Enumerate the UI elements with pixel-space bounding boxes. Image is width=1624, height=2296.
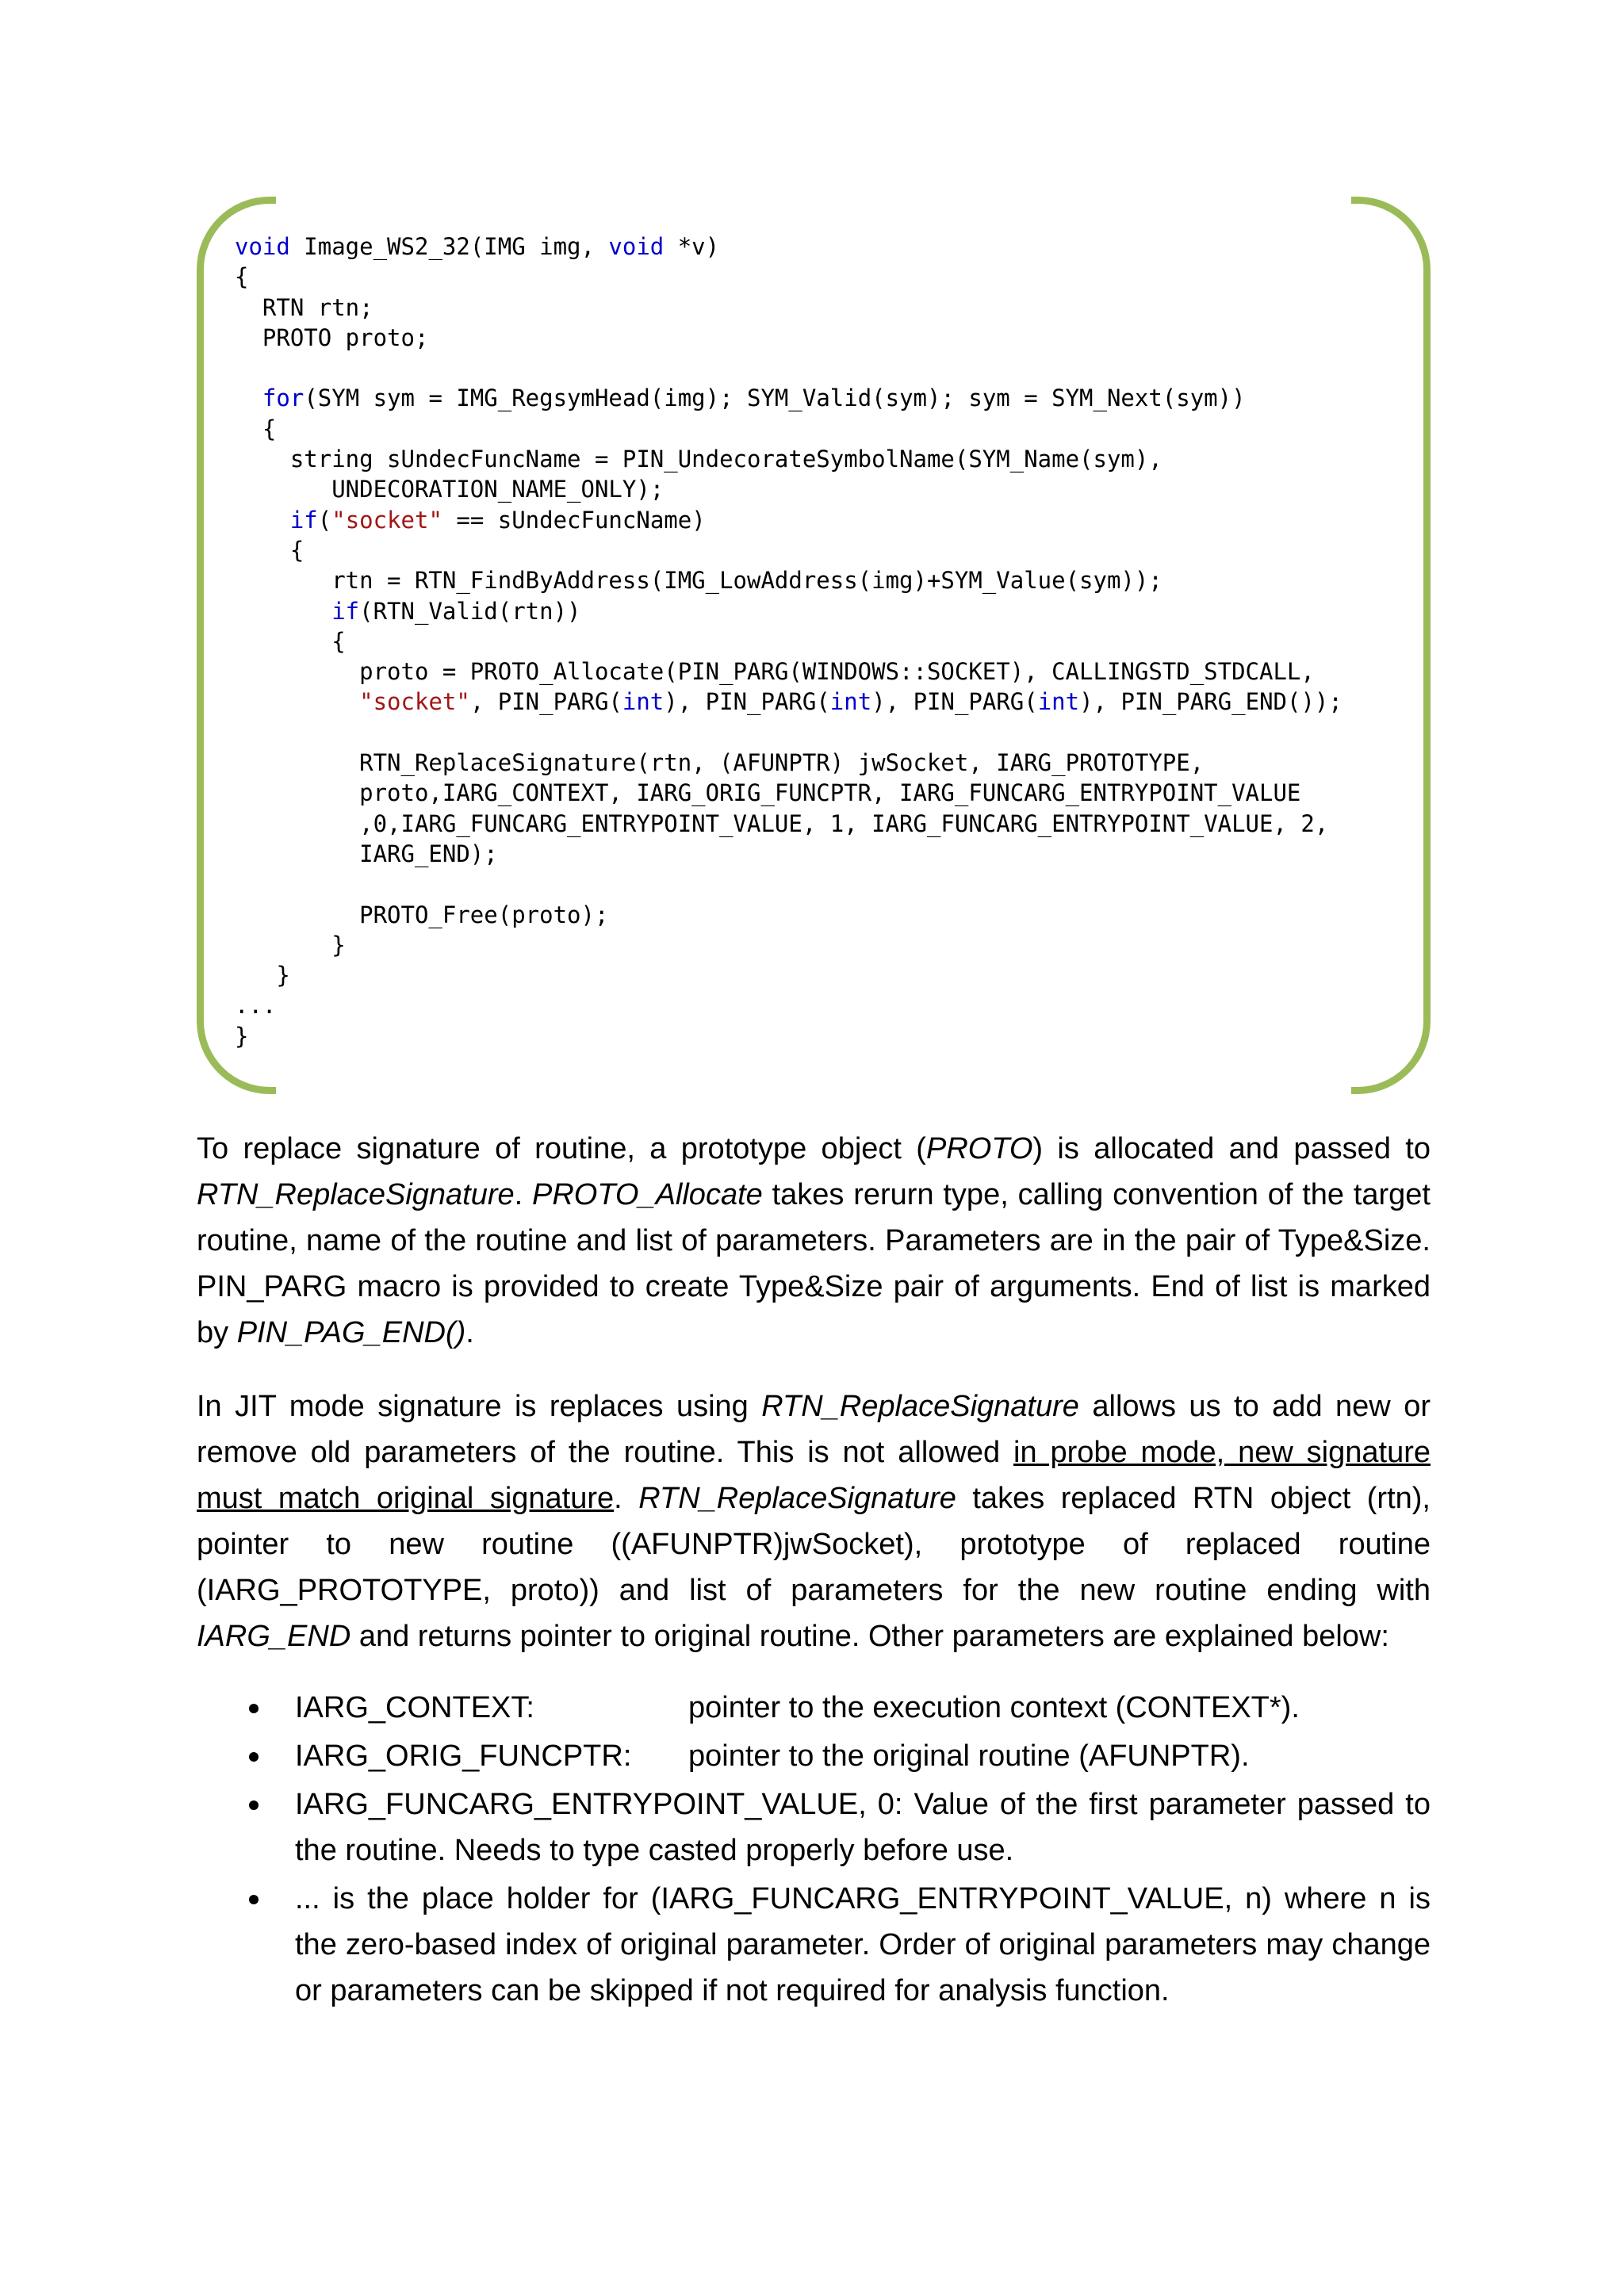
code-line: "socket", PIN_PARG(int), PIN_PARG(int), PIN_PARG(int), PIN_PARG_END()); xyxy=(359,688,1342,716)
parameter-description: pointer to the original routine (AFUNPTR). xyxy=(688,1739,1250,1773)
parameter-name: IARG_CONTEXT: xyxy=(295,1691,534,1724)
code-line: void Image_WS2_32(IMG img, void *v) xyxy=(235,233,720,260)
parameter-description: ... is the place holder for (IARG_FUNCARG_ENTRYPOINT_VALUE, n) where n is the zero-based index of original parameter. Order of original parameters may change or parameters can be skipped if not required for analysis function. xyxy=(295,1882,1431,2007)
code-line: { xyxy=(235,263,249,291)
code-line: UNDECORATION_NAME_ONLY); xyxy=(235,476,665,503)
code-line: PROTO proto; xyxy=(235,323,429,351)
code-line: RTN_ReplaceSignature(rtn, (AFUNPTR) jwSocket, IARG_PROTOTYPE, xyxy=(235,749,1205,777)
code-line: proto,IARG_CONTEXT, IARG_ORIG_FUNCPTR, IARG_FUNCARG_ENTRYPOINT_VALUE xyxy=(235,779,1301,807)
code-line: } xyxy=(235,1022,249,1050)
code-line: proto = PROTO_Allocate(PIN_PARG(WINDOWS::SOCKET), CALLINGSTD_STDCALL, xyxy=(235,658,1315,686)
list-item xyxy=(197,1876,1431,2014)
code-line: ... xyxy=(235,992,277,1020)
parameter-list xyxy=(197,1685,1431,2016)
code-line: for(SYM sym = IMG_RegsymHead(img); SYM_Valid(sym); sym = SYM_Next(sym)) xyxy=(262,385,1246,412)
right-bracket-decoration xyxy=(1351,197,1431,1094)
code-line: PROTO_Free(proto); xyxy=(235,901,609,928)
code-block xyxy=(235,232,1342,1051)
paragraph-replace-signature: In JIT mode signature is replaces using RTN_ReplaceSignature allows us to add new or remove old parameters of the routine. This is not allowed in probe mode, new signature must match original signature. RTN_ReplaceSignature takes replaced RTN object (rtn), pointer to new routine ((AFUNPTR)jwSocket), prototype of replaced routine (IARG_PROTOTYPE, proto)) and list of parameters for the new routine ending with IARG_END and returns pointer to original routine. Other parameters are explained below: xyxy=(197,1390,1431,1653)
parameter-description: pointer to the execution context (CONTEXT*). xyxy=(688,1691,1300,1724)
code-line: } xyxy=(235,962,290,989)
parameter-description: IARG_FUNCARG_ENTRYPOINT_VALUE, 0: Value of the first parameter passed to the routine. Needs to type casted properly before use. xyxy=(295,1788,1431,1867)
code-line: { xyxy=(235,536,304,564)
list-item xyxy=(197,1781,1431,1873)
code-line: rtn = RTN_FindByAddress(IMG_LowAddress(img)+SYM_Value(sym)); xyxy=(235,567,1162,595)
code-listing-box xyxy=(197,197,1431,1094)
code-line: RTN rtn; xyxy=(235,293,373,321)
code-line: if("socket" == sUndecFuncName) xyxy=(289,506,706,534)
list-item xyxy=(197,1685,1431,1731)
parameter-name: IARG_ORIG_FUNCPTR: xyxy=(295,1739,632,1773)
code-line: string sUndecFuncName = PIN_UndecorateSymbolName(SYM_Name(sym), xyxy=(235,446,1162,473)
code-line: { xyxy=(235,627,346,655)
code-line: } xyxy=(235,931,346,959)
code-line: IARG_END); xyxy=(235,840,498,867)
paragraph-proto-allocate: To replace signature of routine, a prototype object (PROTO) is allocated and passed to RTN_ReplaceSignature. PROTO_Allocate takes rerurn type, calling convention of the target routine, name of the routine and list of parameters. Parameters are in the pair of Type&Size. PIN_PARG macro is provided to create Type&Size pair of arguments. End of list is marked by PIN_PAG_END(). xyxy=(197,1132,1431,1349)
code-line: ,0,IARG_FUNCARG_ENTRYPOINT_VALUE, 1, IARG_FUNCARG_ENTRYPOINT_VALUE, 2, xyxy=(235,809,1329,837)
code-line: if(RTN_Valid(rtn)) xyxy=(331,597,581,625)
list-item xyxy=(197,1733,1431,1779)
code-line: { xyxy=(235,415,277,442)
